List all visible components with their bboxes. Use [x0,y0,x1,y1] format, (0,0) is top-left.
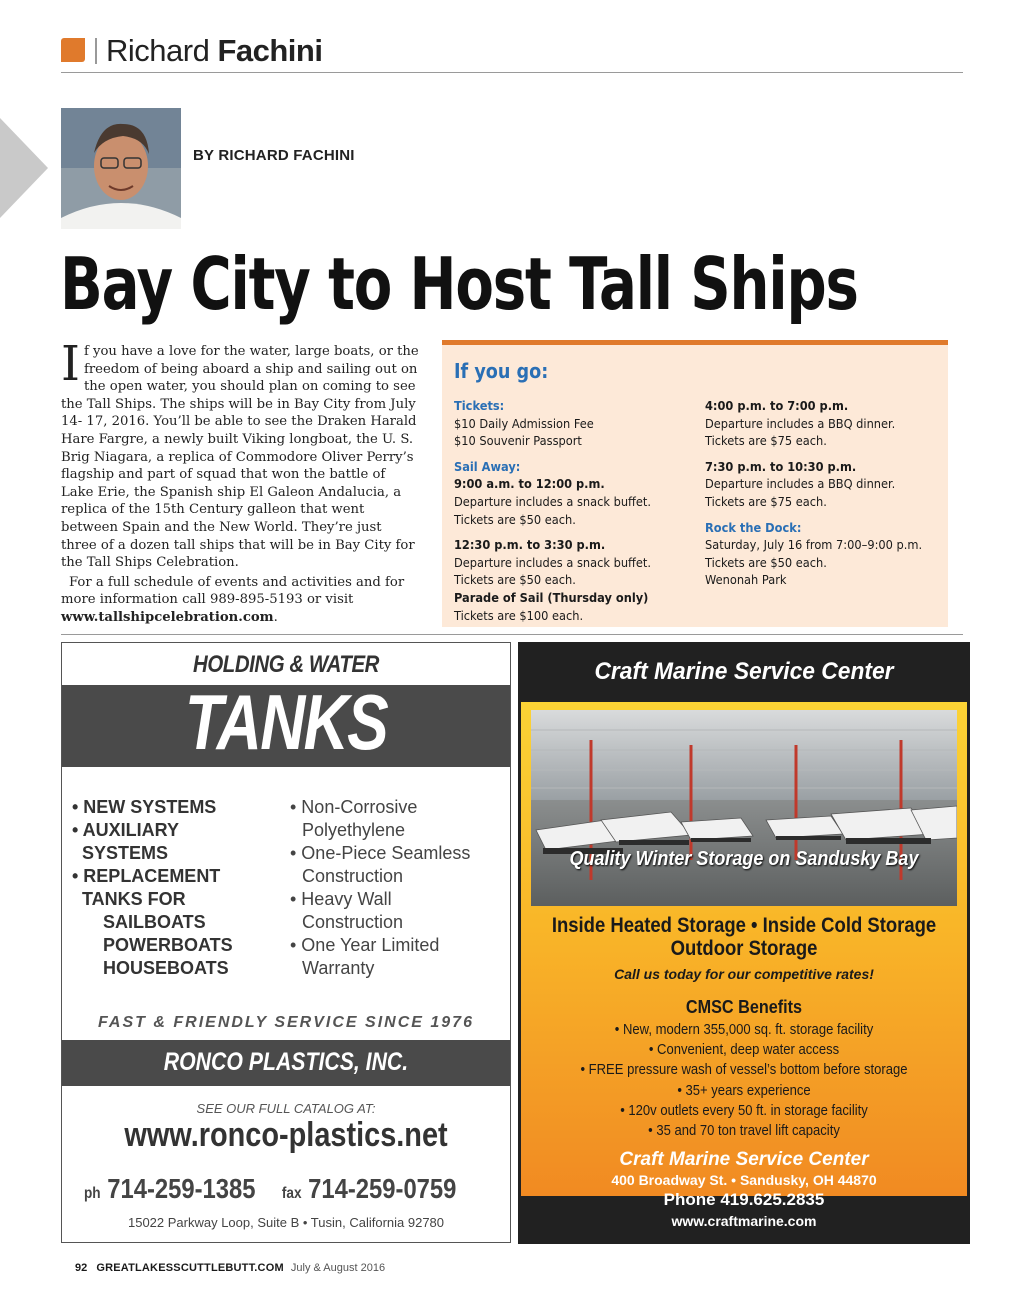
tickets-line-2: $10 Souvenir Passport [454,433,582,449]
url-punctuation: . [273,609,278,625]
ad-title: Craft Marine Service Center [594,658,894,685]
sail-3-time: 4:00 p.m. to 7:00 p.m. [705,398,849,413]
page-number: 92 [75,1262,88,1274]
parade-desc: Tickets are $100 each. [454,607,584,623]
product-list-left [72,796,233,980]
section-marker-icon [61,38,85,62]
sail-1-time: 9:00 a.m. to 12:00 p.m. [454,476,605,492]
list-item: • AUXILIARY [72,820,179,840]
contact-numbers [84,1173,456,1205]
list-item: SAILBOATS [103,912,206,932]
list-item: Warranty [302,958,375,978]
sail-4-time: 7:30 p.m. to 10:30 p.m. [705,458,857,474]
sail-2-time: 12:30 p.m. to 3:30 p.m. [454,537,606,553]
infobox-column-right [705,397,935,589]
dock-line-1: Saturday, July 16 from 7:00–9:00 p.m. [705,537,923,553]
issue-date: July & August 2016 [290,1262,386,1274]
parade-title: Parade of Sail (Thursday only) [454,589,649,605]
list-item: • 35+ years experience [677,1082,811,1099]
fax-label: fax [281,1185,302,1202]
sail-3-desc: Departure includes a BBQ dinner. Tickets are $75 each. [705,415,896,449]
call-to-action: Call us today for our competitive rates! [614,966,874,982]
event-info-box [442,340,948,627]
list-item: Construction [302,912,404,932]
ad-yellow-panel [521,702,967,1196]
company-name: RONCO PLASTICS, INC. [163,1048,409,1076]
list-item: TANKS FOR [82,889,186,909]
footer-phone: Phone 419.625.2835 [663,1190,825,1209]
tickets-line-1: $10 Daily Admission Fee [454,415,594,431]
magazine-site[interactable]: GREATLAKESSCUTTLEBUTT.COM [96,1262,284,1274]
footer-address: 400 Broadway St. • Sandusky, OH 44870 [611,1172,877,1188]
infobox-column-left [454,397,679,624]
article-paragraph-1: f you have a love for the water, large boats, or the freedom of being aboard a ship and sailing out on the open water, you should plan on coming to see the Tall Ships. The ships will be in Bay City from July 14- 17, 2016. You’ll be able to see the Draken Harald Hare Fargre, a newly built Viking longboat, the U. S. Brig Niagara, a replica of Commodore Oliver Perry’s flagship and part of squad that won the battle of Lake Erie, the Spanish ship El Galeon Andalucia, a replica of the 15th Century galleon that went between Spain and the New World. They’re just three of a dozen tall ships that will be in Bay City for the Tall Ships Celebration. [61,344,419,571]
storage-warehouse-photo [531,710,957,906]
list-item: • NEW SYSTEMS [72,797,217,817]
list-item: • One-Piece Seamless [290,843,471,863]
author-portrait [61,108,181,229]
dock-line-2: Tickets are $50 each. [705,554,827,570]
page-footer [75,1262,385,1274]
page-arrow-icon [0,118,48,218]
ad-tagline: FAST & FRIENDLY SERVICE SINCE 1976 [98,1014,474,1031]
benefits-title: CMSC Benefits [685,997,803,1017]
storage-line-2: Outdoor Storage [670,937,818,960]
byline: BY RICHARD FACHINI [193,147,355,164]
infobox-title: If you go: [454,359,549,383]
tanks-title: TANKS [184,678,388,766]
list-item: SYSTEMS [82,843,169,863]
ronco-website-link[interactable]: www.ronco-plastics.net [124,1116,448,1154]
list-item: Construction [302,866,404,886]
article-paragraph-2-text: For a full schedule of events and activities and for more information call 989-895-5193 or visit [61,574,405,608]
list-item: • New, modern 355,000 sq. ft. storage facility [614,1022,874,1038]
rock-the-dock-label: Rock the Dock: [705,519,802,535]
author-last-name: Fachini [217,33,323,68]
fax-number: 714-259-0759 [308,1173,457,1204]
company-address: 15022 Parkway Loop, Suite B • Tusin, California 92780 [127,1215,445,1230]
list-item: POWERBOATS [103,935,233,955]
tickets-label: Tickets: [454,398,505,413]
column-author-name [106,33,322,69]
sail-2-desc: Departure includes a snack buffet. Tickets are $50 each. [454,554,652,588]
list-item: • One Year Limited [290,935,440,955]
sail-away-label: Sail Away: [454,458,521,474]
list-item: Polyethylene [302,820,406,840]
ronco-plastics-ad[interactable] [61,642,511,1243]
list-item: • FREE pressure wash of vessel’s bottom before storage [580,1062,908,1079]
list-item: HOUSEBOATS [103,958,229,978]
phone-label: ph [84,1185,101,1202]
list-item: • REPLACEMENT [72,866,221,886]
author-first-name: Richard [106,33,210,68]
page-title: Bay City to Host Tall Ships [60,242,858,326]
craft-marine-website-link[interactable]: www.craftmarine.com [671,1213,817,1229]
event-website-link[interactable]: www.tallshipcelebration.com [61,609,274,625]
header-divider [95,38,97,64]
footer-company-name: Craft Marine Service Center [619,1149,869,1170]
list-item: • 35 and 70 ton travel lift capacity [648,1123,840,1140]
catalog-note: SEE OUR FULL CATALOG AT: [196,1101,376,1116]
benefits-list [543,1020,944,1141]
list-item: • 120v outlets every 50 ft. in storage facility [620,1102,868,1119]
phone-number: 714-259-1385 [107,1173,256,1204]
section-rule [61,634,963,635]
storage-options [548,914,940,960]
product-list-right [290,796,470,980]
header-rule [61,72,963,73]
sail-1-desc: Departure includes a snack buffet. Tickets are $50 each. [454,493,652,527]
article-body [61,336,421,629]
article-paragraph-2 [61,574,421,627]
photo-caption: Quality Winter Storage on Sandusky Bay [569,848,919,870]
drop-cap: I [61,336,80,392]
list-item: • Non-Corrosive [290,797,418,817]
craft-marine-ad[interactable] [518,642,970,1244]
list-item: • Convenient, deep water access [648,1042,840,1059]
list-item: • Heavy Wall [290,889,392,909]
sail-4-desc: Departure includes a BBQ dinner. Tickets are $75 each. [705,476,896,509]
ad-heading: HOLDING & WATER [193,651,379,678]
storage-line-1: Inside Heated Storage • Inside Cold Storage [551,914,937,937]
dock-line-3: Wenonah Park [705,572,787,588]
